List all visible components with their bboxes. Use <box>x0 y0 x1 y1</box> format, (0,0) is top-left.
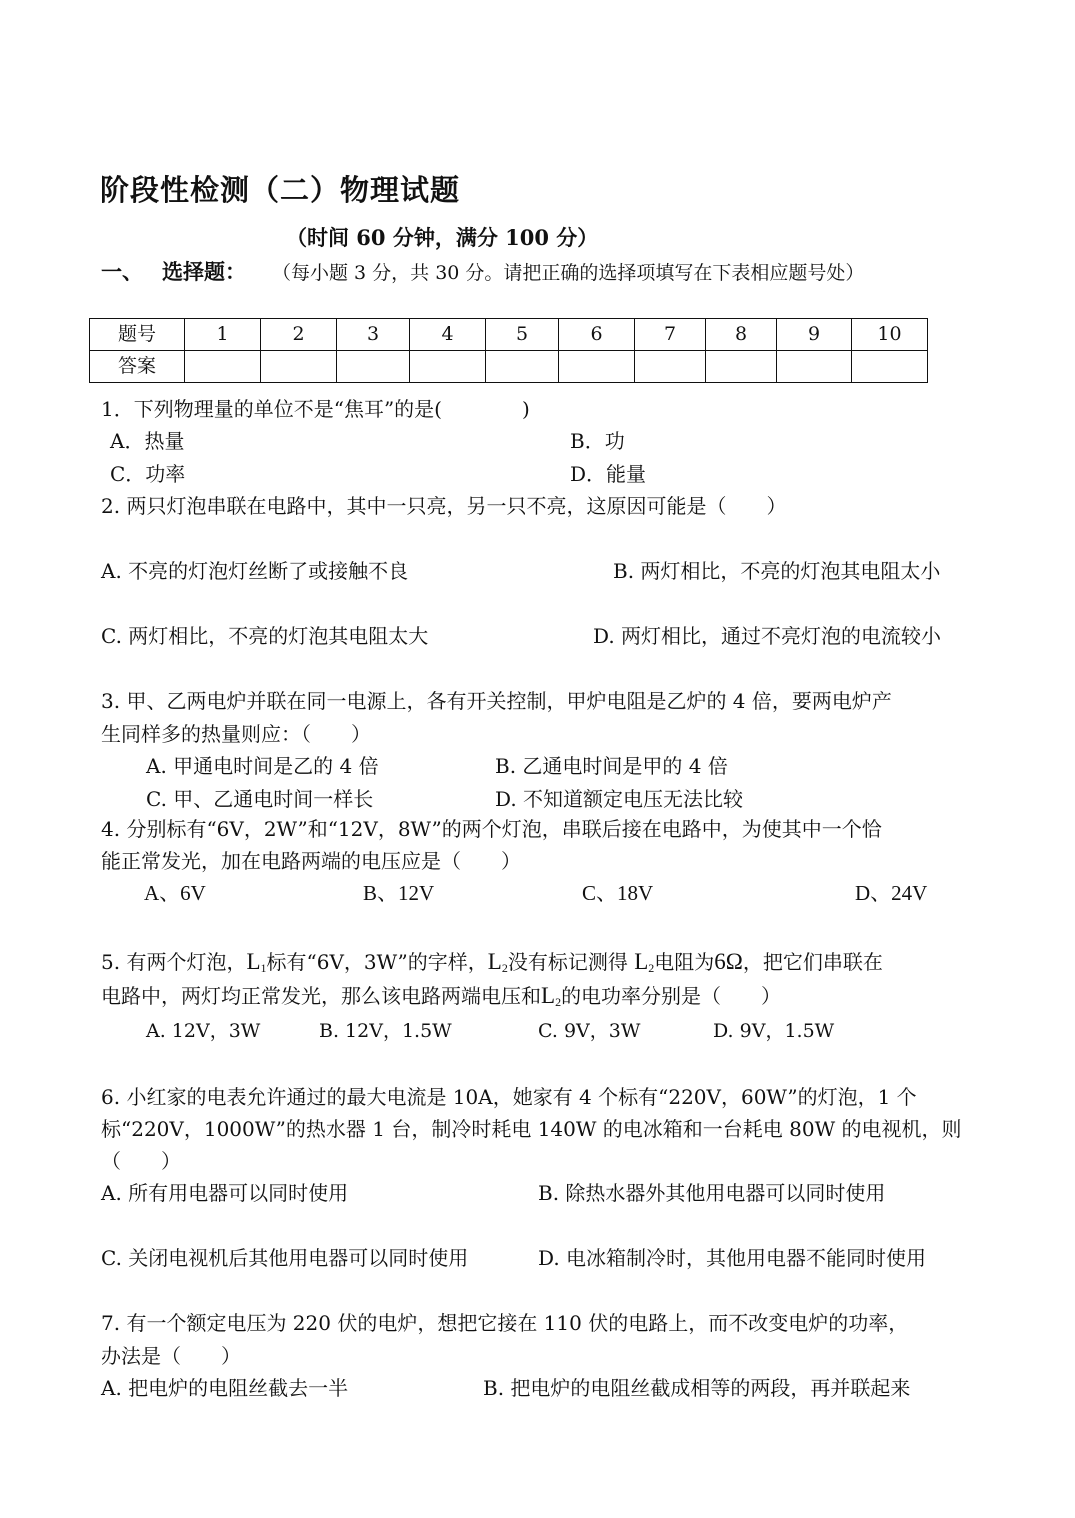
answer-cell[interactable] <box>559 351 635 383</box>
lamp-symbol-l2: $L_2$ <box>541 983 562 1009</box>
table-cell: 4 <box>410 319 486 351</box>
answer-cell[interactable] <box>852 351 928 383</box>
question-6-option-a: A. 所有用电器可以同时使用 <box>101 1181 349 1205</box>
section-title: 选择题： <box>162 259 246 284</box>
question-5-option-a: A. 12V，3W <box>146 1020 261 1042</box>
table-cell: 5 <box>486 319 559 351</box>
question-1-option-d: D．能量 <box>570 462 647 486</box>
table-cell: 题号 <box>90 319 185 351</box>
lamp-symbol-l2: $L_2$ <box>487 949 508 975</box>
answer-cell[interactable] <box>185 351 261 383</box>
question-1-option-c: C．功率 <box>110 462 186 486</box>
table-cell: 8 <box>706 319 777 351</box>
question-3-option-a: A. 甲通电时间是乙的 4 倍 <box>146 754 379 778</box>
answer-cell[interactable] <box>706 351 777 383</box>
question-1-stem: 1．下列物理量的单位不是“焦耳”的是( ) <box>101 397 530 421</box>
question-3-option-b: B. 乙通电时间是甲的 4 倍 <box>495 754 728 778</box>
table-cell: 9 <box>777 319 852 351</box>
question-3-option-c: C. 甲、乙通电时间一样长 <box>146 787 374 811</box>
question-7-stem-line2: 办法是（ ） <box>101 1344 241 1368</box>
question-6-option-b: B. 除热水器外其他用电器可以同时使用 <box>538 1181 886 1205</box>
question-7-option-b: B. 把电炉的电阻丝截成相等的两段，再并联起来 <box>483 1376 911 1400</box>
question-3-stem-line1: 3. 甲、乙两电炉并联在同一电源上，各有开关控制，甲炉电阻是乙炉的 4 倍，要两电炉产 <box>101 689 892 713</box>
lamp-symbol-l2: $L_2$ <box>634 949 655 975</box>
question-4-option-d: D、24V <box>855 881 928 905</box>
question-2-option-b: B. 两灯相比，不亮的灯泡其电阻太小 <box>613 559 941 583</box>
table-cell: 2 <box>261 319 337 351</box>
answer-table-answer-row <box>90 351 928 383</box>
question-5-text: 电路中，两灯均正常发光，那么该电路两端电压和 <box>101 984 541 1008</box>
section-number: 一、 <box>101 259 143 284</box>
answer-cell[interactable] <box>410 351 486 383</box>
question-4-stem-line2: 能正常发光，加在电路两端的电压应是（ ） <box>101 849 521 873</box>
section-note: （每小题 3 分，共 30 分。请把正确的选择项填写在下表相应题号处） <box>272 262 865 284</box>
question-5-text: ，把它们串联在 <box>742 950 883 974</box>
table-cell: 答案 <box>90 351 185 383</box>
answer-cell[interactable] <box>777 351 852 383</box>
question-5-option-b: B. 12V，1.5W <box>319 1020 452 1042</box>
lamp-symbol-l1: $L_1$ <box>246 949 267 975</box>
answer-table-header-row <box>90 319 928 351</box>
question-4-option-b: B、12V <box>363 881 435 905</box>
answer-cell[interactable] <box>337 351 410 383</box>
question-3-stem-line2: 生同样多的热量则应：（ ） <box>101 722 371 746</box>
question-5-option-d: D. 9V，1.5W <box>713 1020 835 1042</box>
question-5-text: 没有标记测得 <box>507 950 628 974</box>
question-5-text: 5. 有两个灯泡， <box>101 950 247 974</box>
question-6-option-c: C. 关闭电视机后其他用电器可以同时使用 <box>101 1246 469 1270</box>
table-cell: 10 <box>852 319 928 351</box>
question-1-option-a: A．热量 <box>110 429 185 453</box>
answer-table <box>89 318 928 383</box>
question-5-stem-line2 <box>101 980 781 1010</box>
table-cell: 3 <box>337 319 410 351</box>
table-cell: 6 <box>559 319 635 351</box>
question-5-text: 标有“6V，3W”的字样， <box>266 950 488 974</box>
table-cell: 7 <box>635 319 706 351</box>
resistance-value: 6Ω <box>714 949 743 974</box>
exam-subtitle: （时间 60 分钟，满分 100 分） <box>286 225 599 250</box>
question-2-stem: 2. 两只灯泡串联在电路中，其中一只亮，另一只不亮，这原因可能是（ ） <box>101 494 787 518</box>
question-6-option-d: D. 电冰箱制冷时，其他用电器不能同时使用 <box>538 1246 927 1270</box>
question-4-stem-line1: 4. 分别标有“6V，2W”和“12V，8W”的两个灯泡，串联后接在电路中，为使其中一个恰 <box>101 817 882 841</box>
question-3-option-d: D. 不知道额定电压无法比较 <box>495 787 744 811</box>
question-7-stem-line1: 7. 有一个额定电压为 220 伏的电炉，想把它接在 110 伏的电路上，而不改变电炉的功率， <box>101 1311 909 1335</box>
question-5-option-c: C. 9V，3W <box>538 1020 641 1042</box>
question-2-option-a: A. 不亮的灯泡灯丝断了或接触不良 <box>101 559 409 583</box>
answer-cell[interactable] <box>635 351 706 383</box>
page-title: 阶段性检测（二）物理试题 <box>100 173 461 207</box>
question-6-stem-line1: 6. 小红家的电表允许通过的最大电流是 10A，她家有 4 个标有“220V，60W”的灯泡，1 个 <box>101 1085 917 1109</box>
question-5-text: 的电功率分别是（ ） <box>561 984 782 1008</box>
question-4-option-c: C、18V <box>582 881 654 905</box>
question-7-option-a: A. 把电炉的电阻丝截去一半 <box>101 1376 349 1400</box>
answer-cell[interactable] <box>261 351 337 383</box>
question-6-stem-line3: （ ） <box>101 1149 181 1173</box>
question-2-option-d: D. 两灯相比，通过不亮灯泡的电流较小 <box>593 624 942 648</box>
answer-cell[interactable] <box>486 351 559 383</box>
table-cell: 1 <box>185 319 261 351</box>
question-2-option-c: C. 两灯相比，不亮的灯泡其电阻太大 <box>101 624 429 648</box>
question-6-stem-line2: 标“220V，1000W”的热水器 1 台，制冷时耗电 140W 的电冰箱和一台耗电 80W 的电视机，则 <box>101 1117 962 1141</box>
question-5-stem-line1 <box>101 946 883 976</box>
question-5-text: 电阻为 <box>654 950 715 974</box>
question-4-option-a: A、6V <box>144 881 206 905</box>
question-1-option-b: B．功 <box>570 429 625 453</box>
